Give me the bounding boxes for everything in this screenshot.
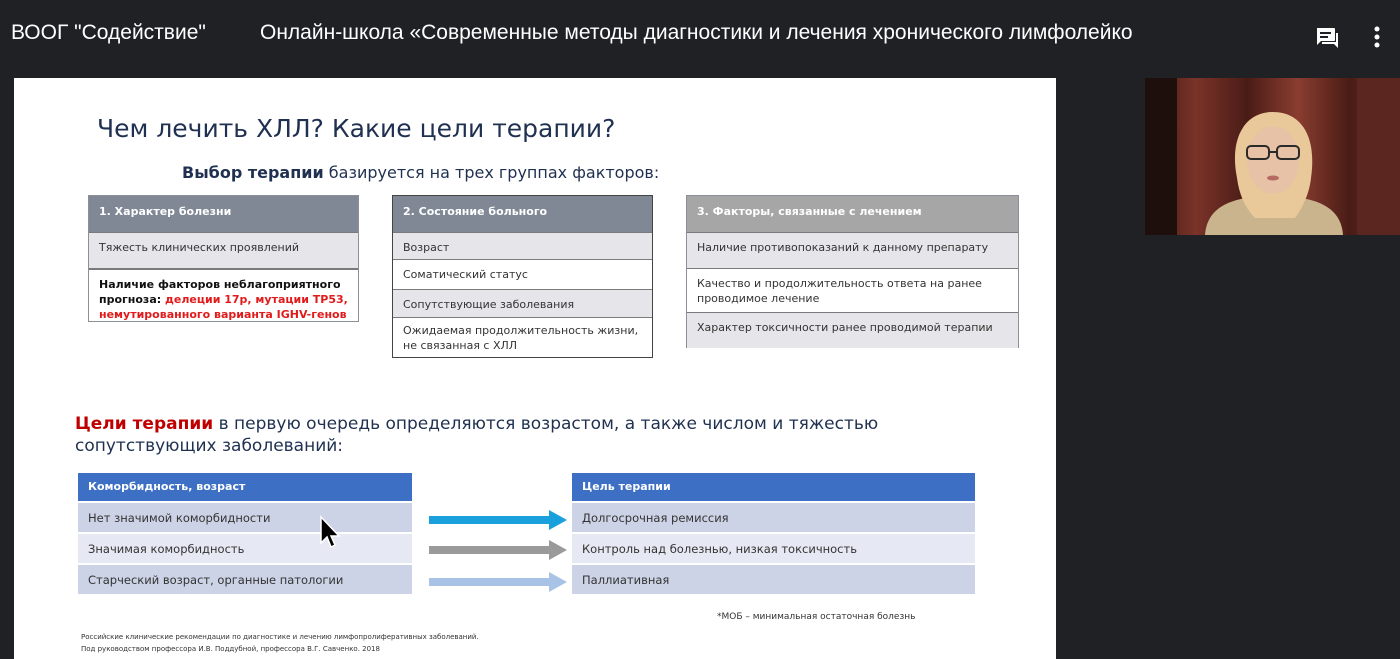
factor-row: Наличие противопоказаний к данному препарату <box>687 232 1018 268</box>
subtitle-rest: базируется на трех группах факторов: <box>323 163 660 182</box>
factor-row: Сопутствующие заболевания <box>393 289 652 317</box>
factor-row: Ожидаемая продолжительность жизни, не связанная с ХЛЛ <box>393 317 652 357</box>
participant-video-frame <box>1145 78 1400 235</box>
goals-text <box>75 413 975 457</box>
comorbidity-table <box>78 473 412 594</box>
factor-row: Возраст <box>393 232 652 259</box>
top-bar <box>0 0 1400 70</box>
therapy-goal-row: Контроль над болезнью, низкая токсичность <box>572 532 975 563</box>
slide-title: Чем лечить ХЛЛ? Какие цели терапии? <box>97 114 616 143</box>
mouse-pointer-icon <box>319 515 341 551</box>
footnote: *МОБ – минимальная остаточная болезнь <box>717 612 916 622</box>
source-line: Под руководством профессора И.В. Поддубной, профессора В.Г. Савченко. 2018 <box>81 645 380 653</box>
factor-table-treatment <box>686 195 1019 348</box>
factor-row: Качество и продолжительность ответа на ранее проводимое лечение <box>687 268 1018 312</box>
chat-button[interactable] <box>1310 20 1344 54</box>
therapy-goal-header: Цель терапии <box>572 473 975 501</box>
more-options-button[interactable] <box>1360 20 1394 54</box>
participant-video[interactable] <box>1145 78 1400 235</box>
therapy-goal-row: Паллиативная <box>572 563 975 594</box>
factor-table-disease <box>88 195 359 322</box>
organization-name: ВООГ "Содействие" <box>11 21 206 44</box>
arrow-1 <box>429 510 567 530</box>
presentation-slide <box>14 78 1056 659</box>
factor-row: Характер токсичности ранее проводимой терапии <box>687 312 1018 348</box>
factor-header: 2. Состояние больного <box>393 196 652 232</box>
meeting-title: Онлайн-школа «Современные методы диагностики и лечения хронического лимфолейко <box>260 21 1133 44</box>
factor-row: Соматический статус <box>393 259 652 289</box>
arrow-3 <box>429 572 567 592</box>
comorbidity-row: Нет значимой коморбидности <box>78 501 412 532</box>
subtitle-bold: Выбор терапии <box>182 163 324 182</box>
arrow-2 <box>429 540 567 560</box>
comorbidity-header: Коморбидность, возраст <box>78 473 412 501</box>
comorbidity-row: Старческий возраст, органные патологии <box>78 563 412 594</box>
factor-row-prognosis <box>89 268 358 322</box>
factor-header: 1. Характер болезни <box>89 196 358 232</box>
therapy-goal-row: Долгосрочная ремиссия <box>572 501 975 532</box>
more-vert-icon <box>1360 20 1394 54</box>
prognosis-highlight: делеции 17p, мутации TP53, немутированного варианта IGHV-генов <box>99 293 348 321</box>
factor-table-patient <box>392 195 653 358</box>
therapy-goal-table <box>572 473 975 594</box>
factor-header: 3. Факторы, связанные с лечением <box>687 196 1018 232</box>
goals-rest: в первую очередь определяются возрастом, а также числом и тяжестью сопутствующих заболеваний: <box>75 414 879 456</box>
source-citation <box>81 631 479 655</box>
comorbidity-row: Значимая коморбидность <box>78 532 412 563</box>
factor-row: Тяжесть клинических проявлений <box>89 232 358 268</box>
slide-subtitle <box>182 163 659 182</box>
chat-icon <box>1310 20 1344 54</box>
source-line: Российские клинические рекомендации по диагностике и лечению лимфопролиферативных заболеваний. <box>81 633 479 641</box>
prognosis-prefix: Наличие факторов неблагоприятного прогноза: <box>99 278 341 306</box>
goals-highlight: Цели терапии <box>75 414 214 434</box>
